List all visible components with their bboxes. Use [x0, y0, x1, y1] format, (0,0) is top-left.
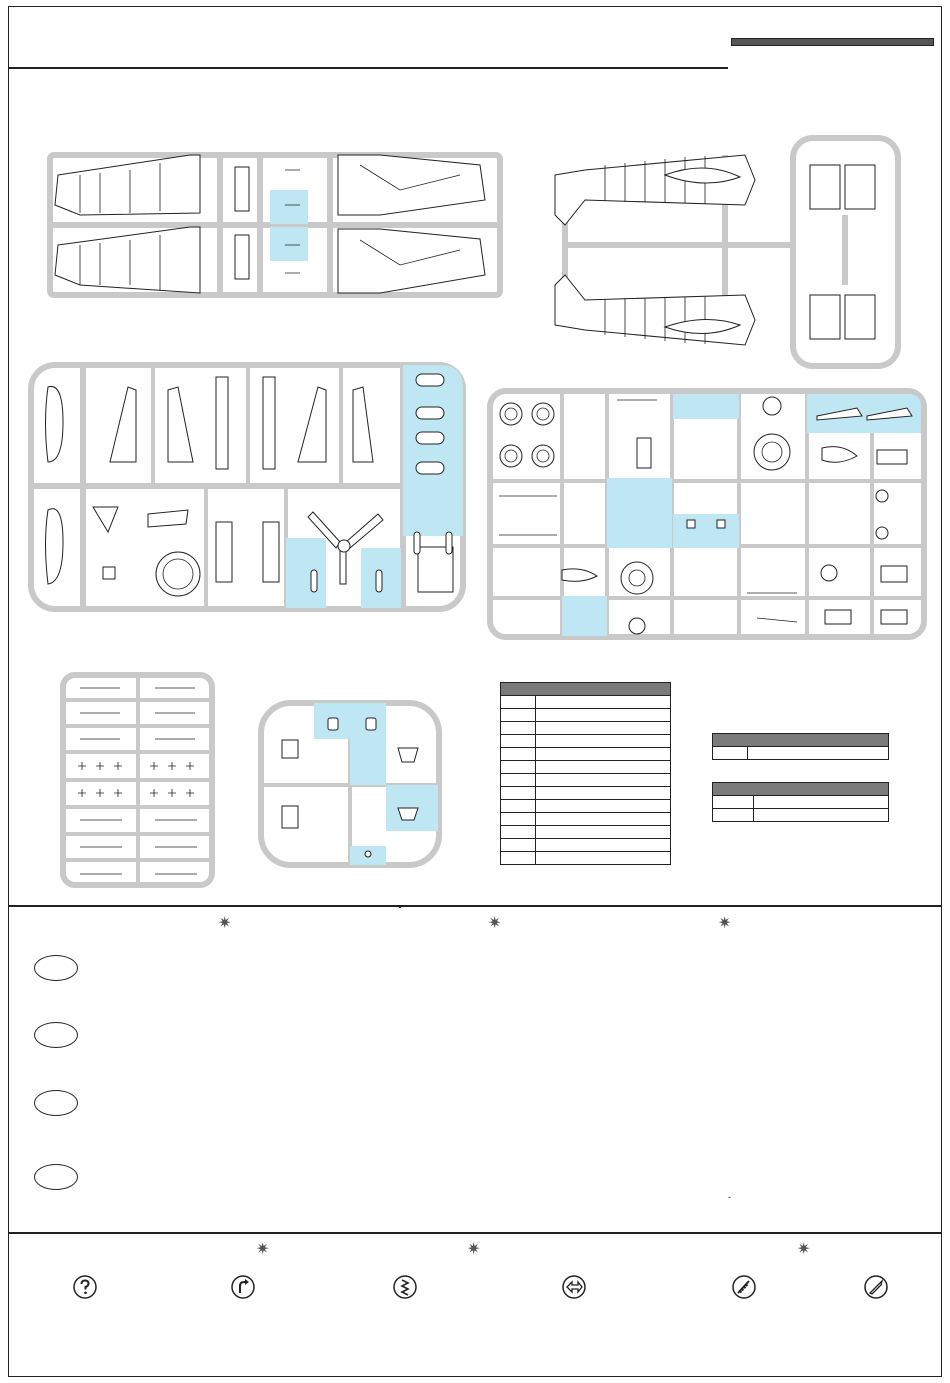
header-divider	[8, 67, 728, 69]
sprue-details	[487, 388, 927, 640]
caret-mark: ˇ	[398, 904, 402, 918]
small-table-2-header	[713, 783, 889, 796]
star-marker-5: ✷	[467, 1241, 481, 1258]
twist-icon	[393, 1275, 417, 1299]
star-marker-6: ✷	[797, 1241, 811, 1258]
question-icon	[73, 1275, 97, 1299]
instruction-marker-3	[34, 1090, 78, 1116]
sprue-tail	[28, 362, 466, 612]
paint-table-header	[501, 683, 671, 696]
file-icon	[732, 1275, 756, 1299]
insert-icon	[562, 1275, 586, 1299]
title-bar	[731, 38, 934, 46]
instruction-marker-2	[34, 1022, 78, 1048]
sprue-weapons	[60, 672, 215, 888]
star-marker-1: ✷	[218, 915, 232, 932]
instruction-marker-4	[34, 1164, 78, 1190]
star-marker-4: ✷	[256, 1241, 270, 1258]
section-divider-1	[8, 905, 942, 907]
star-marker-2: ✷	[488, 915, 502, 932]
small-table-1-header	[713, 734, 889, 747]
sprue-fuselage	[545, 135, 905, 370]
small-table-1	[712, 733, 889, 760]
paint-table	[500, 682, 671, 865]
sprue-clear	[258, 700, 442, 868]
footnote-mark: -	[728, 1192, 731, 1202]
instruction-marker-1	[34, 955, 78, 981]
star-marker-3: ✷	[718, 915, 732, 932]
bend-icon	[231, 1275, 255, 1299]
section-divider-2	[8, 1232, 942, 1234]
cut-icon	[864, 1275, 888, 1299]
small-table-2	[712, 782, 889, 822]
sprue-wings	[40, 145, 510, 305]
